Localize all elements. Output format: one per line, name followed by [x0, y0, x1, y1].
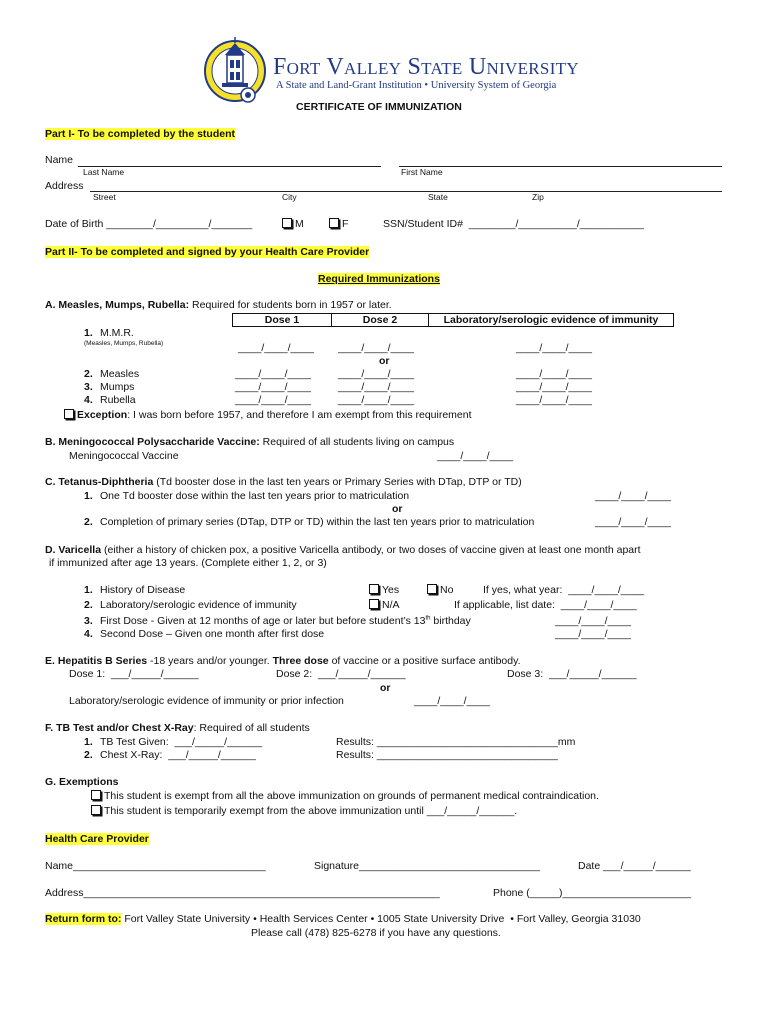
last-name-caption: Last Name	[83, 167, 125, 177]
mmr-dose2-field[interactable]: ____/____/____	[338, 342, 414, 354]
or-separator: or	[392, 503, 403, 515]
measles-dose2-field[interactable]: ____/____/____	[338, 368, 414, 380]
street-caption: Street	[93, 192, 116, 202]
mmr-sublabel: (Measles, Mumps, Rubella)	[84, 340, 164, 347]
mmr-dose1-field[interactable]: ____/____/____	[238, 342, 314, 354]
dose1-header: Dose 1	[233, 314, 332, 327]
ssn-field[interactable]: SSN/Student ID# ________/__________/___________	[383, 218, 644, 230]
checkbox-icon	[369, 599, 379, 609]
university-subtitle: A State and Land-Grant Institution • University System of Georgia	[276, 80, 557, 91]
address-label: Address	[45, 180, 84, 192]
contact-line: Please call (478) 825-6278 if you have any questions.	[251, 927, 501, 939]
item-number: 1.	[84, 490, 93, 502]
rubella-dose1-field[interactable]: ____/____/____	[235, 394, 311, 406]
item-number: 3.	[84, 615, 93, 627]
varicella-dose2-field[interactable]: ____/____/____	[555, 628, 631, 640]
meningococcal-label: Meningococcal Vaccine	[69, 450, 179, 462]
mmr-dose-table	[232, 313, 674, 327]
male-label: M	[295, 218, 304, 230]
return-form-line: Return form to: Fort Valley State University • Health Services Center • 1005 State University Drive • Fort Valley, Georgia 31030	[45, 913, 641, 925]
varicella-dose1-field[interactable]: ____/____/____	[555, 615, 631, 627]
provider-name-field[interactable]: Name_________________________________	[45, 860, 266, 872]
dose2-header: Dose 2	[332, 314, 429, 327]
second-dose-label: Second Dose – Given one month after first dose	[100, 628, 325, 640]
item-number: 2.	[84, 516, 93, 528]
provider-phone-field[interactable]: Phone (_____)______________________	[493, 887, 691, 899]
first-dose-label: First Dose - Given at 12 months of age or later but before student’s 13th birthday	[100, 615, 471, 627]
permanent-exemption-checkbox[interactable]: This student is exempt from all the above immunization on grounds of permanent medical contraindication.	[91, 790, 599, 802]
meningococcal-date-field[interactable]: ____/____/____	[437, 450, 513, 462]
item-number: 1.	[84, 327, 93, 339]
rubella-dose2-field[interactable]: ____/____/____	[338, 394, 414, 406]
exception-checkbox[interactable]: Exception: I was born before 1957, and therefore I am exempt from this requirement	[64, 409, 472, 421]
tb-test-date-field[interactable]: TB Test Given: ___/_____/______	[100, 736, 263, 748]
female-label: F	[342, 218, 349, 230]
first-name-field[interactable]	[399, 166, 722, 167]
section-a-title: A. Measles, Mumps, Rubella: Required for students born in 1957 or later.	[45, 299, 392, 311]
mmr-lab-field[interactable]: ____/____/____	[516, 342, 592, 354]
part1-heading: Part I- To be completed by the student	[45, 128, 235, 140]
section-b-title: B. Meningococcal Polysaccharide Vaccine: Required of all students living on campus	[45, 436, 455, 448]
checkbox-icon	[64, 409, 74, 419]
item-number: 2.	[84, 368, 93, 380]
td-booster-label: One Td booster dose within the last ten years prior to matriculation	[100, 490, 410, 502]
chest-xray-date-field[interactable]: Chest X-Ray: ___/_____/______	[100, 749, 256, 761]
temporary-exemption-checkbox[interactable]: This student is temporarily exempt from the above immunization until ___/_____/______.	[91, 805, 517, 817]
or-separator: or	[380, 682, 391, 694]
na-checkbox[interactable]: N/A	[369, 599, 400, 611]
history-year-field[interactable]: If yes, what year: ____/____/____	[483, 584, 645, 596]
university-seal-icon	[202, 33, 268, 109]
section-d-title-line2: if immunized after age 13 years. (Complete either 1, 2, or 3)	[49, 557, 327, 569]
required-immunizations-heading: Required Immunizations	[318, 273, 440, 285]
item-number: 3.	[84, 381, 93, 393]
checkbox-icon	[91, 790, 101, 800]
hepb-lab-label: Laboratory/serologic evidence of immunity or prior infection	[69, 695, 344, 707]
return-label: Return form to:	[45, 913, 122, 925]
td-booster-date-field[interactable]: ____/____/____	[595, 490, 671, 502]
hepb-dose3-field[interactable]: Dose 3: ___/_____/______	[507, 668, 637, 680]
hepb-lab-date-field[interactable]: ____/____/____	[414, 695, 490, 707]
section-c-title: C. Tetanus-Diphtheria (Td booster dose in the last ten years or Primary Series with DTap, DTP or TD)	[45, 476, 522, 488]
chest-xray-results-field[interactable]: Results: _______________________________	[336, 749, 558, 761]
first-name-caption: First Name	[401, 167, 443, 177]
female-checkbox[interactable]	[329, 218, 348, 230]
provider-heading: Health Care Provider	[45, 833, 149, 845]
item-number: 2.	[84, 599, 93, 611]
varicella-lab-date-field[interactable]: If applicable, list date: ____/____/____	[454, 599, 637, 611]
mumps-lab-field[interactable]: ____/____/____	[516, 381, 592, 393]
tb-test-results-field[interactable]: Results: _______________________________mm	[336, 736, 576, 748]
rubella-label: Rubella	[100, 394, 136, 406]
section-e-title: E. Hepatitis B Series -18 years and/or younger. Three dose of vaccine or a positive surface antibody.	[45, 655, 521, 667]
mmr-label: M.M.R.	[100, 327, 134, 339]
hepb-dose1-field[interactable]: Dose 1: ___/_____/______	[69, 668, 199, 680]
zip-caption: Zip	[532, 192, 544, 202]
checkbox-icon	[282, 218, 292, 228]
section-g-title: G. Exemptions	[45, 776, 119, 788]
provider-date-field[interactable]: Date ___/_____/______	[578, 860, 691, 872]
section-f-title: F. TB Test and/or Chest X-Ray: Required of all students	[45, 722, 310, 734]
mumps-dose2-field[interactable]: ____/____/____	[338, 381, 414, 393]
primary-series-label: Completion of primary series (DTap, DTP or TD) within the last ten years prior to matriculation	[100, 516, 535, 528]
form-title: CERTIFICATE OF IMMUNIZATION	[296, 101, 462, 113]
checkbox-icon	[427, 584, 437, 594]
rubella-lab-field[interactable]: ____/____/____	[516, 394, 592, 406]
no-checkbox[interactable]: No	[427, 584, 453, 596]
mumps-dose1-field[interactable]: ____/____/____	[235, 381, 311, 393]
provider-address-field[interactable]: Address_____________________________________________________________	[45, 887, 440, 899]
item-number: 1.	[84, 736, 93, 748]
item-number: 2.	[84, 749, 93, 761]
mumps-label: Mumps	[100, 381, 135, 393]
varicella-lab-label: Laboratory/serologic evidence of immunity	[100, 599, 297, 611]
measles-dose1-field[interactable]: ____/____/____	[235, 368, 311, 380]
item-number: 1.	[84, 584, 93, 596]
city-caption: City	[282, 192, 297, 202]
checkbox-icon	[369, 584, 379, 594]
measles-lab-field[interactable]: ____/____/____	[516, 368, 592, 380]
history-of-disease-label: History of Disease	[100, 584, 186, 596]
name-label: Name	[45, 154, 74, 166]
hepb-dose2-field[interactable]: Dose 2: ___/_____/______	[276, 668, 406, 680]
item-number: 4.	[84, 628, 93, 640]
section-d-title: D. Varicella (either a history of chicken pox, a positive Varicella antibody, or two doses of vaccine given at least one month apart	[45, 544, 641, 556]
item-number: 4.	[84, 394, 93, 406]
lab-evidence-header: Laboratory/serologic evidence of immunity	[429, 314, 674, 327]
checkbox-icon	[91, 805, 101, 815]
date-of-birth-field[interactable]: Date of Birth ________/_________/_______	[45, 218, 253, 230]
checkbox-icon	[329, 218, 339, 228]
university-name: Fort Valley State University	[273, 54, 579, 80]
or-separator: or	[379, 355, 390, 367]
state-caption: State	[428, 192, 448, 202]
address-field[interactable]	[90, 191, 722, 192]
provider-signature-field[interactable]: Signature_______________________________	[314, 860, 540, 872]
part2-heading: Part II- To be completed and signed by your Health Care Provider	[45, 246, 370, 258]
yes-checkbox[interactable]: Yes	[369, 584, 399, 596]
male-checkbox[interactable]	[282, 218, 304, 230]
measles-label: Measles	[100, 368, 140, 380]
primary-series-date-field[interactable]: ____/____/____	[595, 516, 671, 528]
